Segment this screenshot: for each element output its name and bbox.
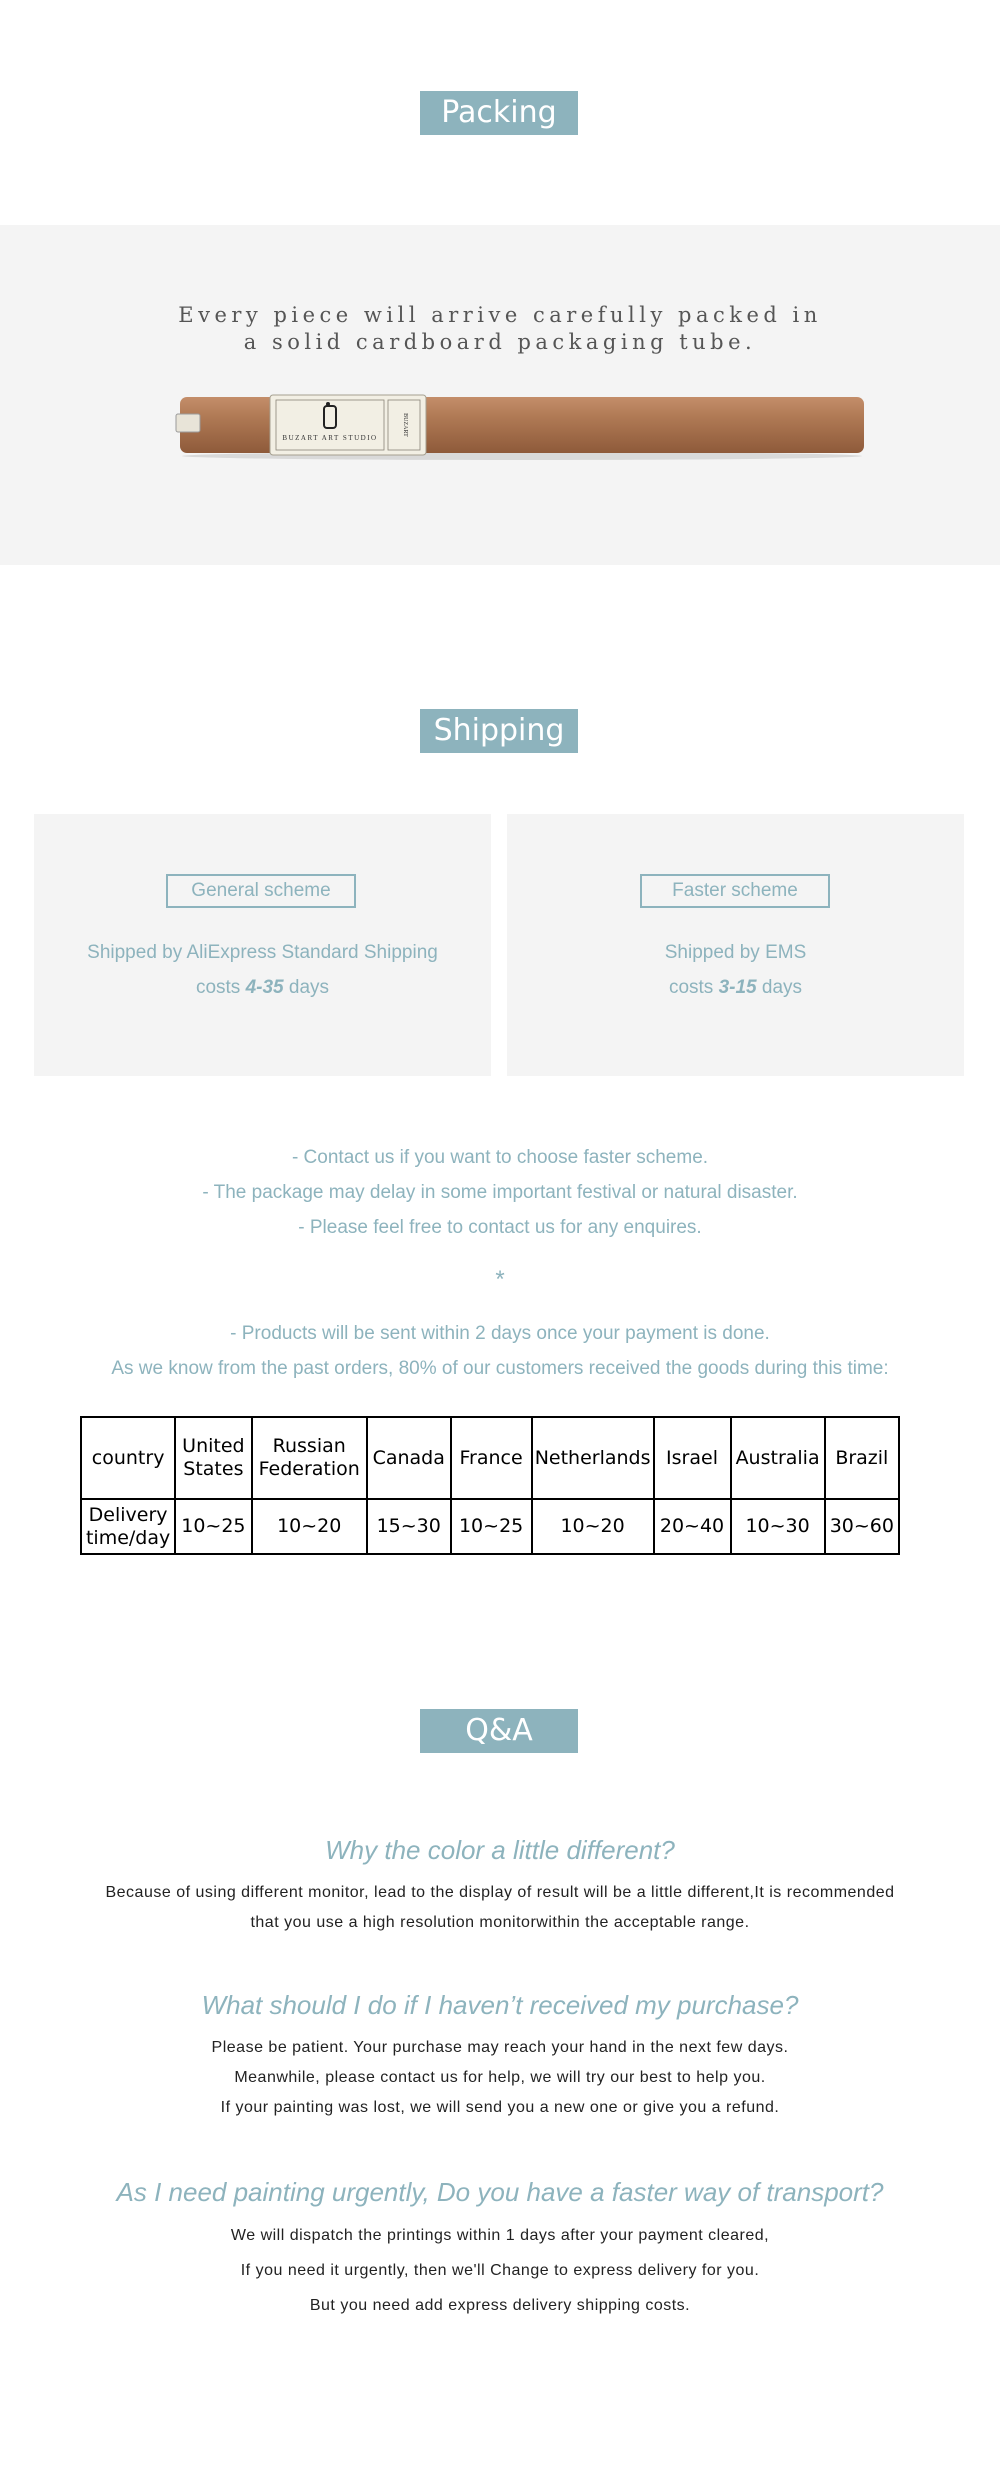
tube-side-label: BUZART [402, 413, 408, 437]
table-row-label [81, 1499, 175, 1554]
qa-question-1: Why the color a little different? [325, 1835, 675, 1865]
faster-costs-suffix: days [756, 977, 803, 998]
row-label-line1: Delivery [88, 1503, 168, 1526]
general-costs-suffix: days [283, 977, 330, 998]
qa-question-3: As I need painting urgently, Do you have a faster way of transport? [116, 2177, 884, 2207]
general-scheme-card [34, 814, 491, 1076]
faster-scheme-costs [507, 977, 964, 999]
general-costs-days: 4-35 [245, 977, 284, 998]
table-cell-country [252, 1417, 367, 1499]
tube-brand-label: BUZART ART STUDIO [282, 434, 378, 442]
packing-text-line2: a solid cardboard packaging tube. [243, 330, 757, 354]
shipping-note-4: - Products will be sent within 2 days once your payment is done. [230, 1323, 770, 1344]
qa-answer-2-line-3: If your painting was lost, we will send you a new one or give you a refund. [220, 2099, 780, 2116]
country-name: United [182, 1435, 245, 1457]
faster-scheme-title: Faster scheme [640, 874, 830, 908]
faster-costs-days: 3-15 [718, 977, 757, 998]
table-cell-country: Canada [367, 1417, 451, 1499]
packing-heading: Packing [420, 91, 578, 135]
country-name-2: States [183, 1458, 244, 1480]
delivery-time-table [80, 1416, 900, 1555]
shipping-note-5: As we know from the past orders, 80% of our customers received the goods during this time: [111, 1358, 889, 1379]
table-row-delivery [81, 1499, 899, 1554]
table-cell-days: 10~20 [252, 1499, 367, 1554]
shipping-note-1: - Contact us if you want to choose faster scheme. [291, 1147, 709, 1168]
shipping-note-2: - The package may delay in some important festival or natural disaster. [202, 1182, 798, 1203]
shipping-heading: Shipping [420, 709, 578, 753]
table-cell-country: Netherlands [532, 1417, 654, 1499]
qa-question-2: What should I do if I haven’t received my purchase? [201, 1990, 799, 2020]
table-cell-days: 15~30 [367, 1499, 451, 1554]
general-scheme-title: General scheme [166, 874, 356, 908]
country-name: Russian [272, 1435, 346, 1457]
qa-answer-3-line-2: If you need it urgently, then we'll Change to express delivery for you. [240, 2262, 760, 2279]
packing-description [0, 302, 1000, 356]
table-header-row [81, 1417, 899, 1499]
qa-answer-3-line-3: But you need add express delivery shipping costs. [309, 2297, 691, 2314]
qa-answer-1-line-2: that you use a high resolution monitorwithin the acceptable range. [250, 1914, 750, 1931]
table-cell-days: 20~40 [654, 1499, 731, 1554]
table-cell-days: 30~60 [825, 1499, 899, 1554]
table-cell-days: 10~25 [451, 1499, 532, 1554]
shipping-note-3: - Please feel free to contact us for any enquires. [298, 1217, 702, 1238]
table-cell-days: 10~20 [532, 1499, 654, 1554]
qa-answer-2-line-1: Please be patient. Your purchase may reach your hand in the next few days. [211, 2039, 789, 2056]
table-cell-country: Brazil [825, 1417, 899, 1499]
table-cell-country: France [451, 1417, 532, 1499]
country-name-2: Federation [258, 1458, 360, 1480]
general-scheme-costs [34, 977, 491, 999]
faster-scheme-carrier: Shipped by EMS [664, 942, 807, 963]
qa-answer-3-line-1: We will dispatch the printings within 1 days after your payment cleared, [230, 2227, 770, 2244]
packing-text-line1: Every piece will arrive carefully packed in [178, 303, 822, 327]
faster-costs-prefix: costs [668, 977, 719, 998]
packaging-tube-image [174, 392, 870, 462]
table-cell-days: 10~30 [731, 1499, 825, 1554]
table-cell-country [175, 1417, 251, 1499]
general-scheme-carrier: Shipped by AliExpress Standard Shipping [87, 942, 438, 963]
table-cell-country: Australia [731, 1417, 825, 1499]
separator-asterisk: * [495, 1266, 505, 1293]
qa-answer-1-line-1: Because of using different monitor, lead to the display of result will be a little different,It is recommended [105, 1884, 895, 1901]
row-label-line2: time/day [85, 1526, 171, 1549]
qa-answer-2-line-2: Meanwhile, please contact us for help, we will try our best to help you. [234, 2069, 766, 2086]
table-header-country: country [81, 1417, 175, 1499]
general-costs-prefix: costs [195, 977, 246, 998]
table-cell-country: Israel [654, 1417, 731, 1499]
qa-heading: Q&A [420, 1709, 578, 1753]
table-cell-days: 10~25 [175, 1499, 251, 1554]
faster-scheme-card [507, 814, 964, 1076]
